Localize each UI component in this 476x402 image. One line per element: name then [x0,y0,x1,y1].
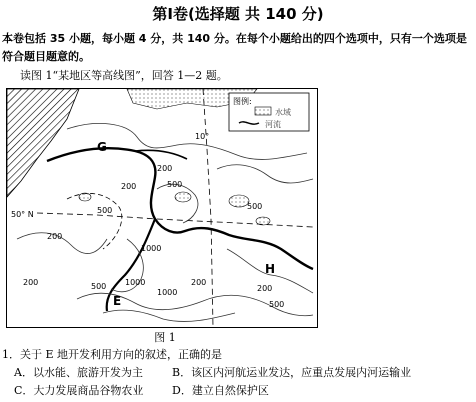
lake [79,193,91,201]
sea-area [7,89,79,197]
contour-label: 200 [121,182,137,191]
contour-label: 200 [23,278,39,287]
contour-label: 1000 [125,278,146,287]
question-1-stem: 1．关于 E 地开发利用方向的叙述，正确的是 [2,348,223,361]
section-title: 第Ⅰ卷(选择题 共 140 分) [152,5,324,23]
meridian-line [203,89,213,327]
option-a[interactable]: A．以水能、旅游开发为主 [14,366,143,379]
instructions-line-2: 符合题目题意的。 [2,50,90,63]
label-h: H [265,262,276,276]
contour-label: 1000 [157,288,178,297]
option-d[interactable]: D．建立自然保护区 [172,384,269,397]
contour-label: 500 [167,180,183,189]
instructions [2,30,474,66]
contour-500-center [157,184,198,223]
contour-label: 200 [191,278,207,287]
contour-label: 500 [97,206,113,215]
contour-500-north [217,165,313,183]
contour-south-2 [103,310,235,321]
contour-map [6,88,318,328]
label-g: G [97,140,107,154]
option-c[interactable]: C．大力发展商品谷物农业 [14,384,144,397]
contour-label: 200 [157,164,173,173]
legend-water-label: 水域 [275,108,291,117]
legend-title: 图例: [233,97,252,106]
contour-label: 1000 [141,244,162,253]
contour-label: 200 [47,232,63,241]
instructions-line-1: 本卷包括 35 小题，每小题 4 分，共 140 分。在每个小题给出的四个选项中，只有一个选项是 [2,32,467,45]
figure-caption: 图 1 [154,331,176,344]
lake [229,195,249,207]
lake [175,192,191,202]
question-lead: 读图 1“某地区等高线图”，回答 1—2 题。 [20,69,228,82]
river-main [47,148,313,269]
legend-water-swatch [255,107,271,115]
contour-label: 500 [269,300,285,309]
contour-label: 500 [91,282,107,291]
latitude-line [37,213,313,227]
label-lon-10: 10° [195,132,210,141]
contour-map-svg [7,89,317,327]
option-b[interactable]: B．该区内河航运业发达，应重点发展内河运输业 [172,366,412,379]
label-lat-50n: 50° N [11,210,34,219]
label-e: E [113,294,122,308]
boundary-line [67,193,122,249]
legend-river-label: 河流 [265,120,281,129]
contour-label: 200 [257,284,273,293]
contour-label: 500 [247,202,263,211]
lake [256,217,270,225]
